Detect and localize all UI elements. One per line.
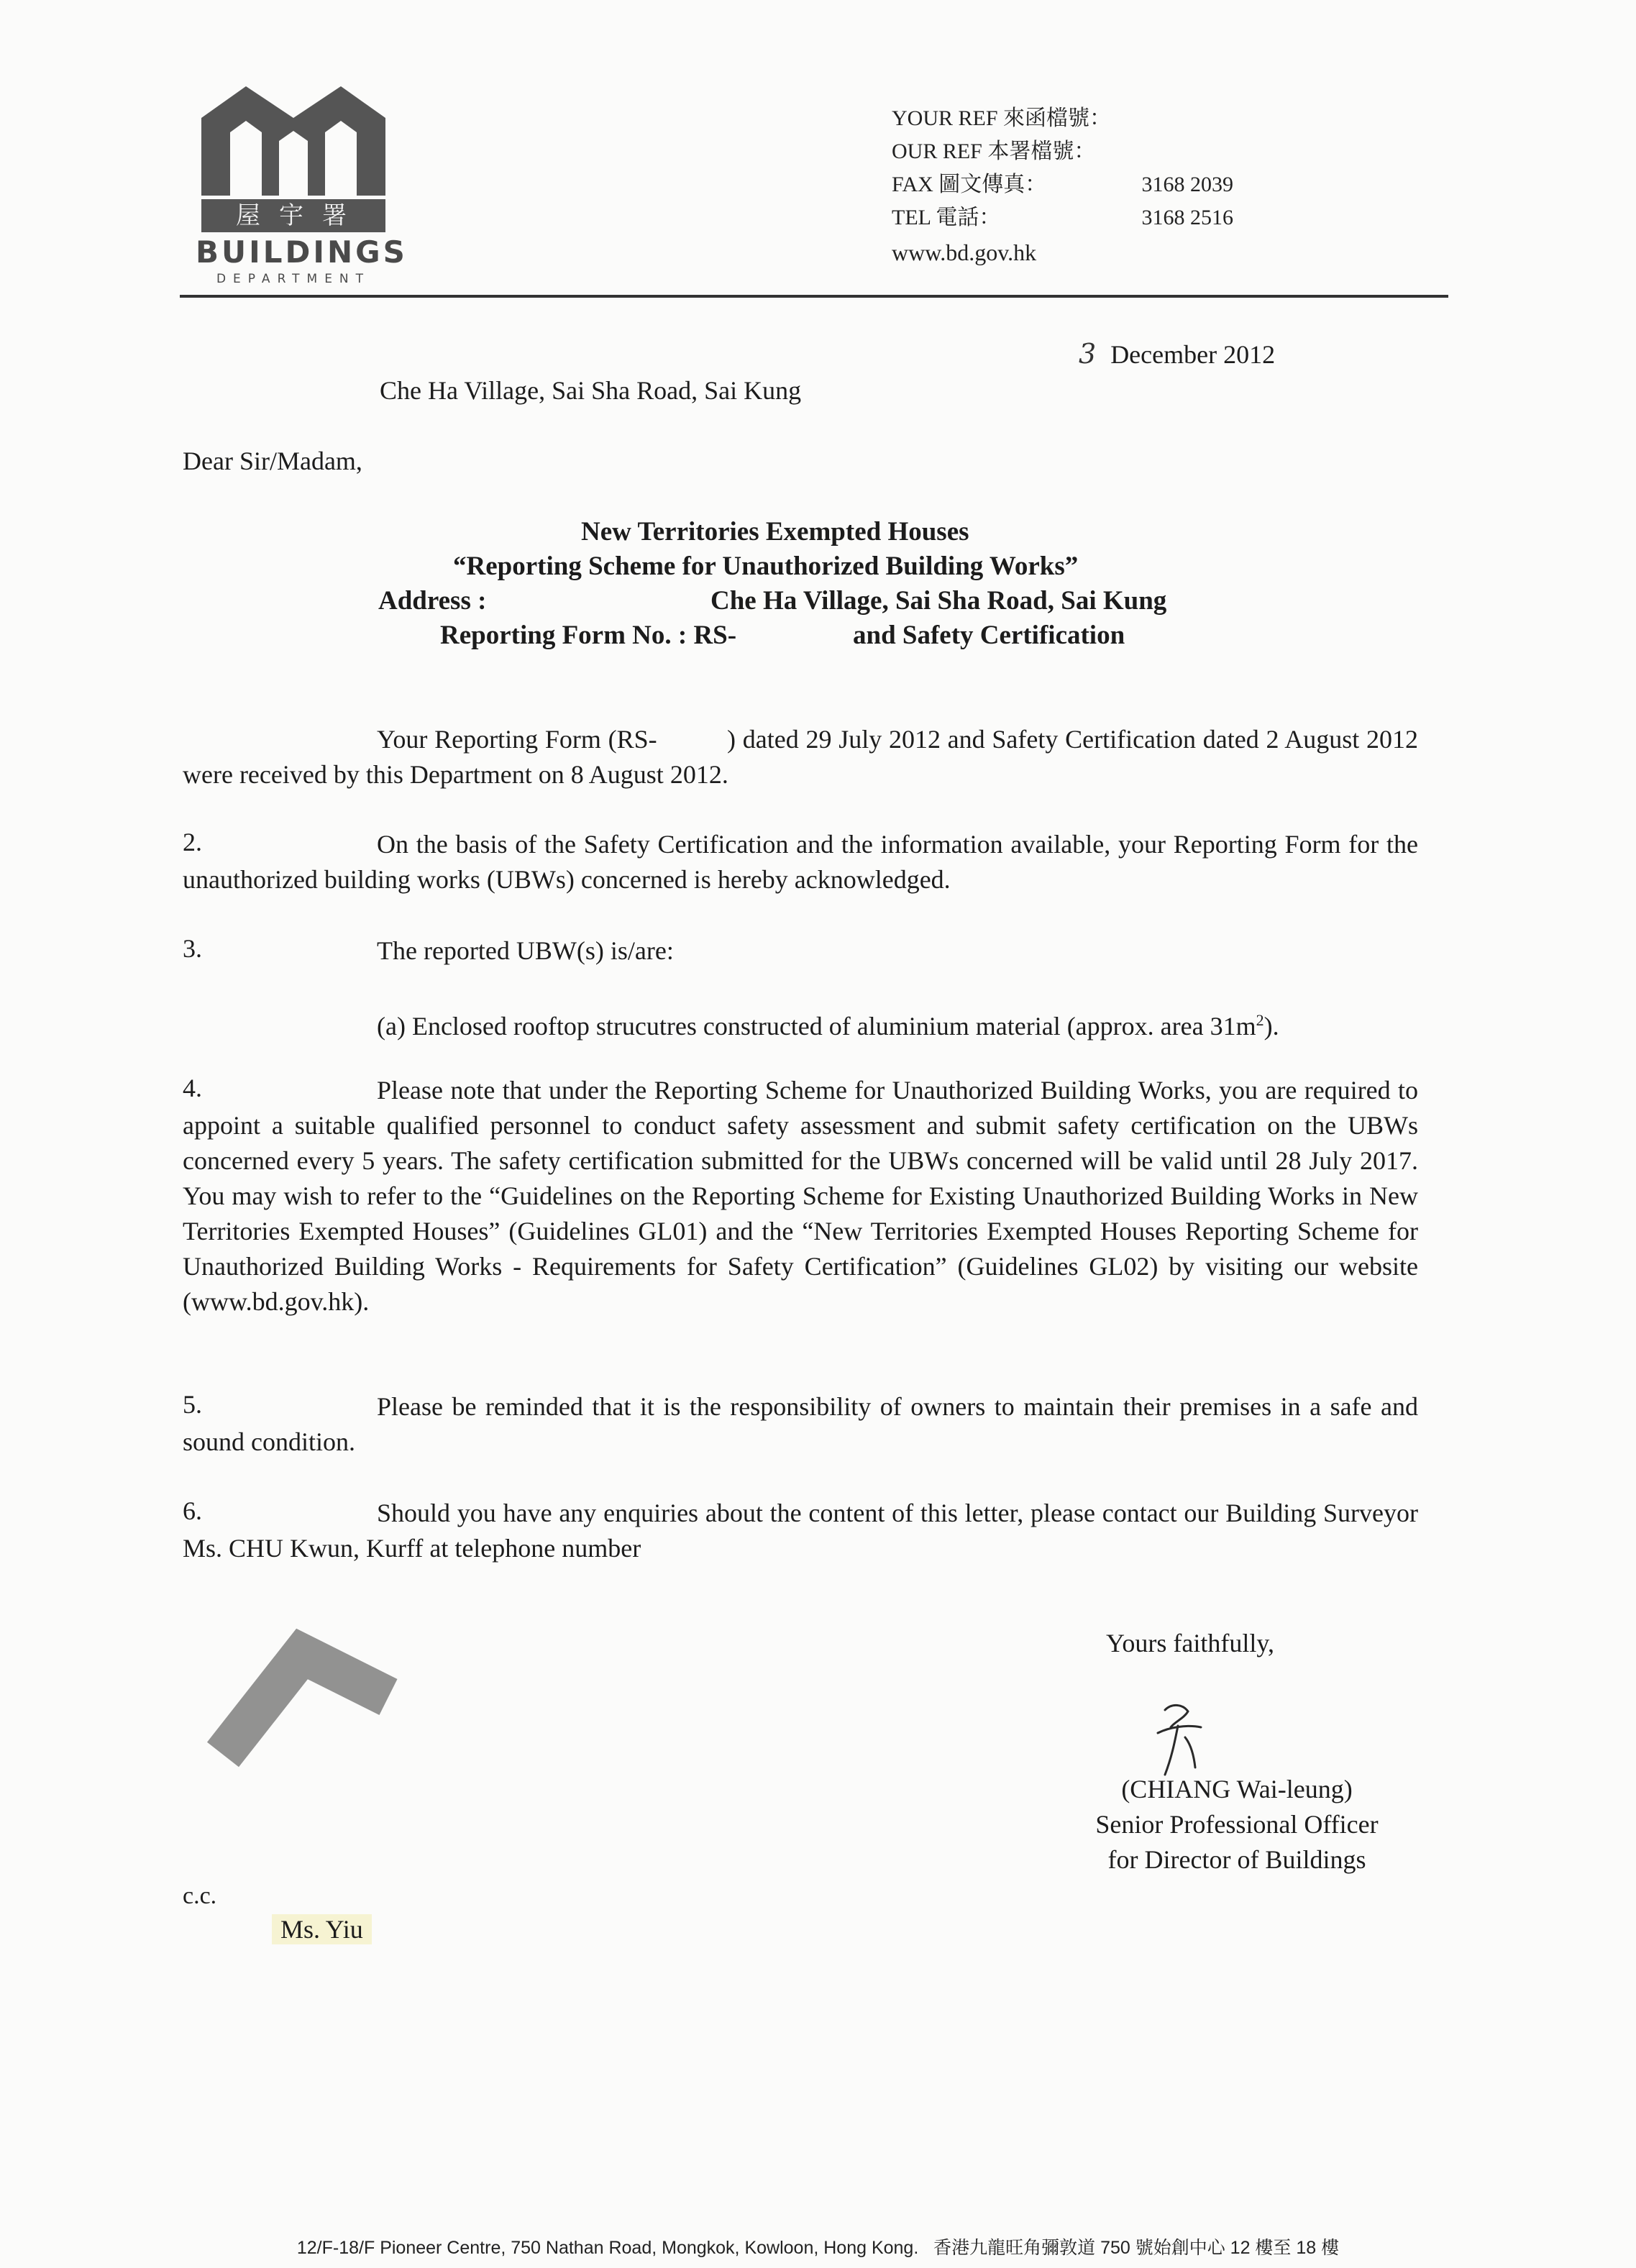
item-a-end: ). (1263, 1012, 1279, 1041)
paragraph-4: Please note that under the Reporting Scheme for Unauthorized Building Works, you are required to appoint a suitable qualified personnel to conduct safety assessment and submit safety certification on the UBWs concerned every 5 years. The safety certification submitted for the UBWs concerned will be valid until 28 July 2017. You may wish to refer to the “Guidelines on the Reporting Scheme for Existing Unauthorized Building Works in New Territories Exempted Houses” (Guidelines GL01) and the “New Territories Exempted Houses Reporting Scheme for Unauthorized Building Works - Requirements for Safety Certification” (Guidelines GL02) by visiting our website (www.bd.gov.hk). (183, 1076, 1418, 1316)
logo-department-text: DEPARTMENT (216, 272, 371, 286)
closing: Yours faithfully, (1106, 1629, 1275, 1657)
date-day: 3 (1079, 338, 1097, 370)
signer-for: for Director of Buildings (1107, 1845, 1366, 1874)
footer-address: 12/F-18/F Pioneer Centre, 750 Nathan Road, Mongkok, Kowloon, Hong Kong. 香港九龍旺角彌敦道 750 號始創中心 12 樓至 18 樓 (296, 2238, 1340, 2258)
paragraph-5: Please be reminded that it is the responsibility of owners to maintain their premises in a safe and sound condition. (183, 1392, 1418, 1456)
paragraph-5-number: 5. (183, 1390, 202, 1419)
paragraph-3-number: 3. (183, 934, 202, 963)
our-ref-label: OUR REF 本署檔號： (892, 140, 1096, 163)
paragraph-3-item-a (377, 1002, 1427, 1044)
salutation: Dear Sir/Madam, (183, 447, 362, 475)
paragraph-1: Your Reporting Form (RS- ) dated 29 July 2012 and Safety Certification dated 2 August 2012 were received by this Department on 8 August 2012. (183, 725, 1418, 789)
our-ref-row (892, 135, 1233, 168)
reference-block (892, 102, 1233, 269)
heading-address-label: Address : (378, 586, 487, 616)
addressee: Che Ha Village, Sai Sha Road, Sai Kung (380, 376, 802, 405)
fax-label: FAX 圖文傳真： (892, 173, 1047, 196)
your-ref-row (892, 102, 1233, 135)
website: www.bd.gov.hk (892, 239, 1037, 265)
paragraph-4-number: 4. (183, 1074, 202, 1102)
item-a-superscript: 2 (1256, 1011, 1264, 1029)
tel-row (892, 201, 1233, 234)
buildings-department-logo (196, 81, 408, 289)
header-rule (180, 295, 1448, 298)
logo-english-name: BUILDINGS (196, 234, 408, 270)
date-month-year: December 2012 (1110, 340, 1276, 369)
paragraph-3: The reported UBW(s) is/are: (377, 936, 674, 965)
heading-form-value: and Safety Certification (853, 621, 1125, 650)
signer-block (1021, 1772, 1453, 1878)
logo-chinese-name: 屋宇署 (201, 199, 385, 232)
fax-row (892, 168, 1233, 201)
signer-title: Senior Professional Officer (1095, 1810, 1379, 1839)
handwritten-signature (1143, 1690, 1215, 1783)
heading-line-1: New Territories Exempted Houses (581, 517, 969, 547)
item-a-text: (a) Enclosed rooftop strucutres constructed of aluminium material (approx. area 31m (377, 1012, 1256, 1041)
letter-date (1079, 338, 1275, 370)
cc-recipient: Ms. Yiu (272, 1914, 372, 1944)
tel-label: TEL 電話： (892, 206, 1001, 229)
paragraph-2: On the basis of the Safety Certification and the information available, your Reporting Form for the unauthorized building works (UBWs) concerned is hereby acknowledged. (183, 830, 1418, 894)
tel-number: 3168 2516 (1141, 206, 1233, 229)
heading-line-2: “Reporting Scheme for Unauthorized Building Works” (453, 552, 1079, 581)
heading-form-label: Reporting Form No. : RS- (440, 621, 737, 650)
signer-name: (CHIANG Wai-leung) (1121, 1775, 1353, 1803)
paragraph-6: Should you have any enquiries about the content of this letter, please contact our Building Surveyor Ms. CHU Kwun, Kurff at telephone number (183, 1499, 1418, 1563)
your-ref-label: YOUR REF 來函檔號： (892, 106, 1112, 130)
cc-label: c.c. (183, 1883, 217, 1909)
paragraph-6-number: 6. (183, 1496, 202, 1525)
paragraph-2-number: 2. (183, 828, 202, 856)
heading-address-value: Che Ha Village, Sai Sha Road, Sai Kung (710, 586, 1167, 616)
fax-number: 3168 2039 (1141, 173, 1233, 196)
house-logo-icon (196, 81, 391, 203)
